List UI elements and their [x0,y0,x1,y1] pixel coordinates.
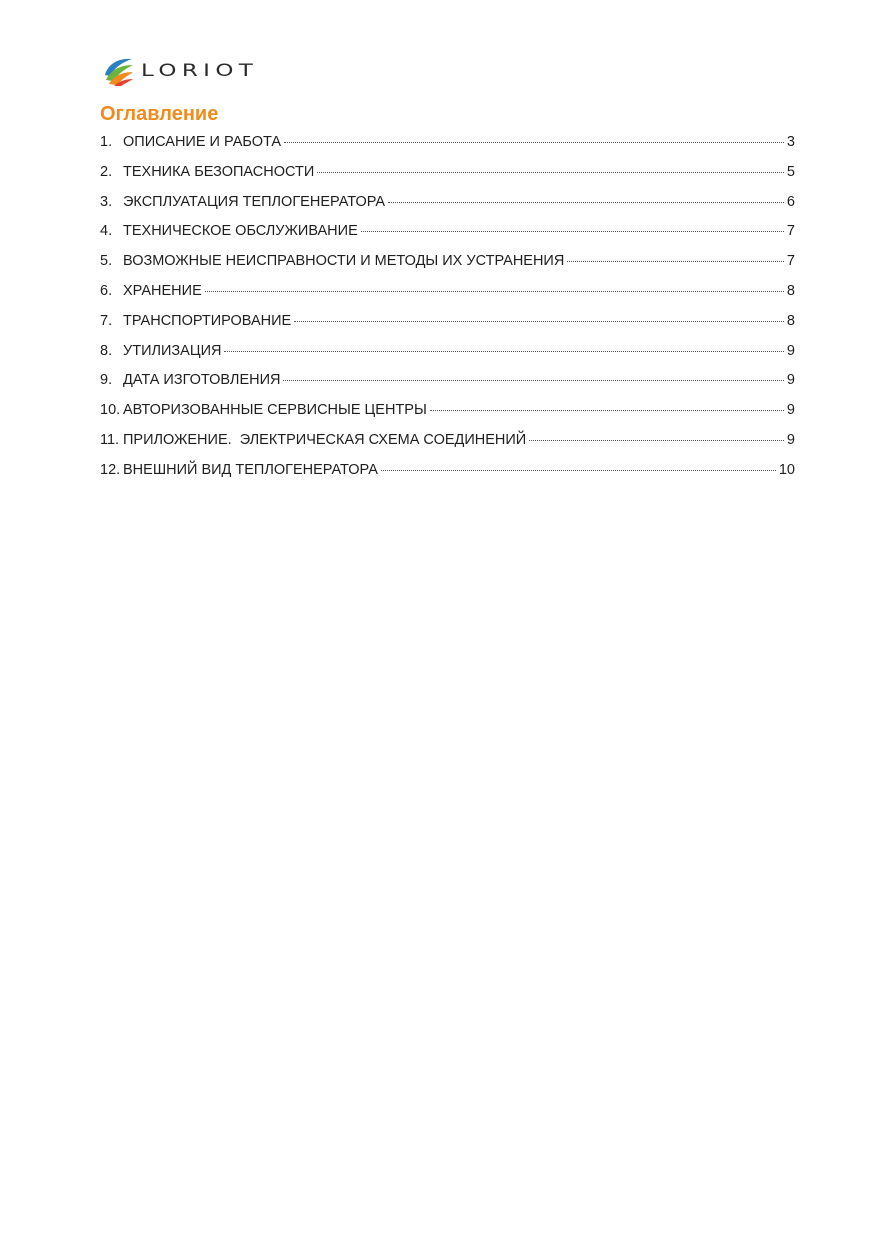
toc-dot-leader [529,440,784,441]
loriot-logo-icon [101,55,135,87]
toc-item-title: ОПИСАНИЕ И РАБОТА [123,134,282,150]
toc-item-number: 2. [100,163,113,180]
toc-item[interactable] [100,402,795,432]
toc-dot-leader [388,202,784,203]
toc-item-title: ТРАНСПОРТИРОВАНИЕ [123,312,292,329]
toc-item[interactable] [100,134,795,164]
toc-dot-leader [205,291,784,292]
toc-item-page: 9 [786,342,795,359]
toc-dot-leader [283,380,783,381]
toc-item-page: 5 [786,163,795,180]
toc-item-title: ВОЗМОЖНЫЕ НЕИСПРАВНОСТИ И МЕТОДЫ ИХ УСТРАНЕНИЯ [123,253,565,270]
toc-item-number: 4. [100,223,113,240]
toc-item-title: ЭКСПЛУАТАЦИЯ ТЕПЛОГЕНЕРАТОРА [123,193,386,210]
toc-item[interactable] [100,164,795,194]
toc-item-number: 1. [100,134,113,150]
toc-dot-leader [294,321,784,322]
toc-dot-leader [224,351,783,352]
toc-item-title: ХРАНЕНИЕ [123,282,202,299]
toc-item-number: 12. [100,461,121,478]
toc-item-page: 7 [786,223,795,240]
toc-item-title: ТЕХНИКА БЕЗОПАСНОСТИ [123,163,315,180]
toc-item-title: ПРИЛОЖЕНИЕ. ЭЛЕКТРИЧЕСКАЯ СХЕМА СОЕДИНЕНИЙ [123,431,527,448]
toc-item-page: 9 [786,402,795,419]
toc-dot-leader [430,410,784,411]
toc-item-number: 3. [100,193,113,210]
toc-item[interactable] [100,194,795,224]
toc-item-page: 10 [778,461,795,478]
toc-item-page: 9 [786,431,795,448]
toc-dot-leader [381,470,776,471]
brand-name: LORIOT [141,61,259,81]
toc-dot-leader [361,231,784,232]
toc-item-number: 10. [100,402,121,419]
table-of-contents [100,134,795,492]
toc-item[interactable] [100,462,795,492]
toc-item-number: 9. [100,372,113,389]
toc-item-title: ВНЕШНИЙ ВИД ТЕПЛОГЕНЕРАТОРА [123,461,378,478]
toc-item[interactable] [100,283,795,313]
toc-item[interactable] [100,432,795,462]
toc-item-page: 8 [786,312,795,329]
toc-dot-leader [317,172,784,173]
toc-item[interactable] [100,343,795,373]
toc-title: Оглавление [100,103,219,125]
toc-item-number: 11. [100,431,120,448]
toc-item-title: УТИЛИЗАЦИЯ [123,342,222,359]
toc-item[interactable] [100,253,795,283]
toc-item-number: 8. [100,342,113,359]
document-header [101,55,259,87]
toc-item-title: ТЕХНИЧЕСКОЕ ОБСЛУЖИВАНИЕ [123,223,358,240]
toc-dot-leader [284,142,784,143]
toc-item-number: 6. [100,282,113,299]
toc-item-title: АВТОРИЗОВАННЫЕ СЕРВИСНЫЕ ЦЕНТРЫ [123,402,427,419]
toc-item[interactable] [100,372,795,402]
toc-item[interactable] [100,223,795,253]
toc-item-number: 5. [100,253,113,270]
toc-item-page: 6 [786,193,795,210]
toc-item-page: 7 [786,253,795,270]
toc-item-number: 7. [100,312,113,329]
toc-dot-leader [567,261,784,262]
toc-item-title: ДАТА ИЗГОТОВЛЕНИЯ [123,372,281,389]
toc-item-page: 9 [786,372,795,389]
toc-item[interactable] [100,313,795,343]
toc-item-page: 8 [786,282,795,299]
toc-item-page: 3 [786,134,795,150]
